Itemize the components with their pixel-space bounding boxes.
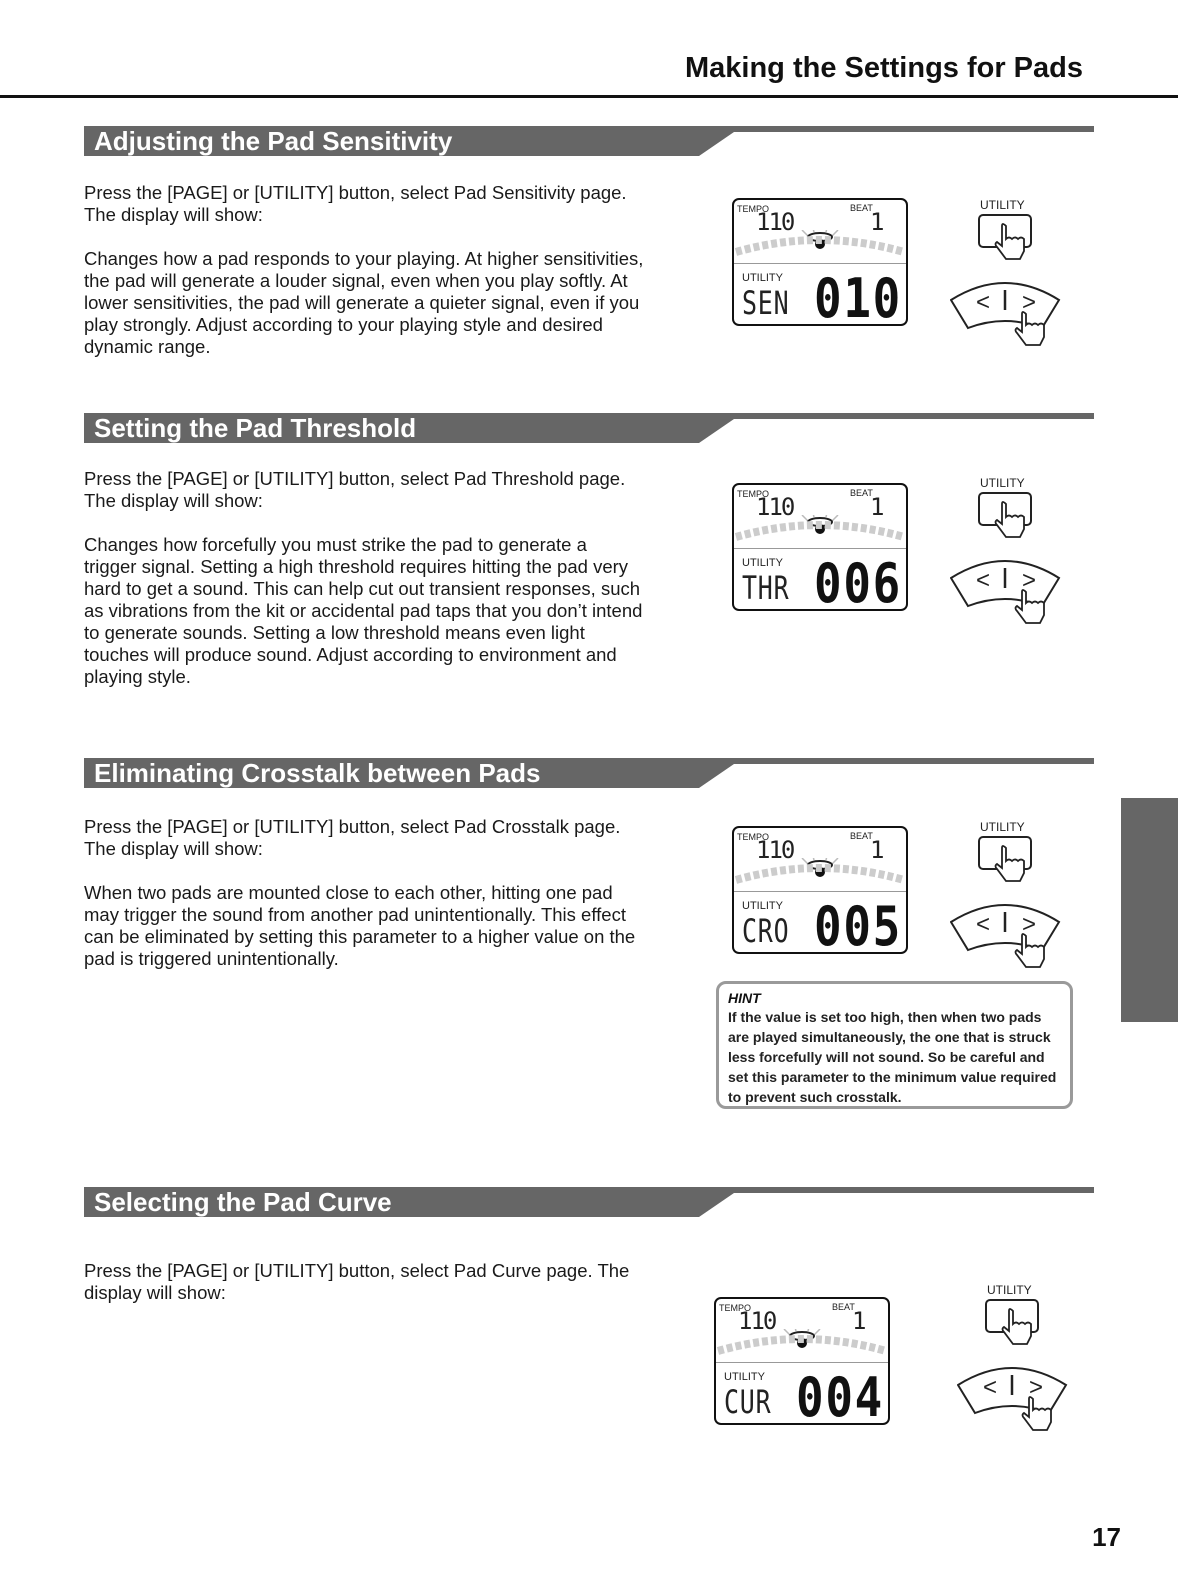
instruction-text: Press the [PAGE] or [UTILITY] button, select Pad Curve page. The display will show: xyxy=(84,1260,630,1303)
parameter-value: 006 xyxy=(814,552,903,615)
instruction-text: Press the [PAGE] or [UTILITY] button, select Pad Crosstalk page. The display will show: xyxy=(84,816,621,859)
beat-value: 1 xyxy=(870,493,885,521)
utility-button-icon xyxy=(950,476,1070,636)
utility-button-label: UTILITY xyxy=(987,1283,1032,1297)
utility-label: UTILITY xyxy=(742,557,783,569)
tempo-label: TEMPO xyxy=(719,1303,752,1313)
tempo-value: 110 xyxy=(756,208,794,236)
utility-label: UTILITY xyxy=(742,900,783,912)
utility-button-icon xyxy=(950,198,1070,358)
svg-text:>: > xyxy=(1022,911,1037,938)
section-heading-bar xyxy=(84,1187,1094,1219)
utility-label: UTILITY xyxy=(724,1371,765,1383)
section-body xyxy=(84,468,644,710)
header-rule xyxy=(0,95,1178,98)
beat-value: 1 xyxy=(870,836,885,864)
section-heading: Adjusting the Pad Sensitivity xyxy=(94,126,453,156)
tempo-value: 110 xyxy=(756,836,794,864)
section-heading: Eliminating Crosstalk between Pads xyxy=(94,758,541,788)
section-heading-bar xyxy=(84,413,1094,445)
utility-button-label: UTILITY xyxy=(980,476,1025,490)
lcd-divider xyxy=(734,548,906,549)
tempo-label: TEMPO xyxy=(737,832,770,842)
utility-control-illustration xyxy=(950,198,1070,358)
parameter-value: 005 xyxy=(814,895,903,958)
hint-title: HINT xyxy=(728,990,761,1006)
section-pad-curve xyxy=(84,1187,1094,1303)
instruction-text: Press the [PAGE] or [UTILITY] button, select Pad Threshold page. The display will show: xyxy=(84,468,626,511)
description-text: Changes how a pad responds to your playing. At higher sensitivities, the pad will generate a louder signal, even when you play softly. At lower sensitivities, the pad will generate a quieter signal, even if you play strongly. Adjust according to your playing style and desired dynamic range. xyxy=(84,248,644,357)
section-body xyxy=(84,816,644,992)
utility-button-icon xyxy=(950,820,1070,980)
parameter-code: CRO xyxy=(742,912,790,950)
tempo-value: 110 xyxy=(738,1307,776,1335)
utility-button-icon xyxy=(957,1283,1077,1443)
utility-control-illustration xyxy=(950,476,1070,636)
section-body xyxy=(84,182,644,380)
section-heading-bar xyxy=(84,126,1094,158)
page-title: Making the Settings for Pads xyxy=(685,52,1083,84)
lcd-divider xyxy=(734,263,906,264)
tempo-label: TEMPO xyxy=(737,489,770,499)
svg-text:>: > xyxy=(1029,1374,1044,1401)
svg-text:>: > xyxy=(1022,289,1037,316)
hint-box xyxy=(716,981,1073,1109)
beat-value: 1 xyxy=(852,1307,867,1335)
section-heading: Setting the Pad Threshold xyxy=(94,413,417,443)
lcd-divider xyxy=(716,1362,888,1363)
metronome-indicator-icon xyxy=(734,515,906,555)
page-number: 17 xyxy=(1092,1522,1121,1552)
utility-label: UTILITY xyxy=(742,272,783,284)
parameter-code: THR xyxy=(742,569,790,607)
parameter-value: 010 xyxy=(814,267,903,330)
section-heading-bar xyxy=(84,758,1094,790)
svg-text:<: < xyxy=(976,289,991,316)
lcd-display xyxy=(732,483,908,615)
lcd-divider xyxy=(734,891,906,892)
description-text: When two pads are mounted close to each other, hitting one pad may trigger the sound from another pad unintentionally. This effect can be eliminated by setting this parameter to a higher value on the pad is triggered unintentionally. xyxy=(84,882,636,969)
beat-value: 1 xyxy=(870,208,885,236)
utility-button-label: UTILITY xyxy=(980,198,1025,212)
tempo-value: 110 xyxy=(756,493,794,521)
utility-button-label: UTILITY xyxy=(980,820,1025,834)
beat-label: BEAT xyxy=(832,1302,855,1312)
svg-text:<: < xyxy=(976,911,991,938)
metronome-indicator-icon xyxy=(734,858,906,898)
metronome-indicator-icon xyxy=(716,1329,888,1369)
svg-text:>: > xyxy=(1022,567,1037,594)
parameter-value: 004 xyxy=(796,1366,885,1429)
utility-control-illustration xyxy=(950,820,1070,980)
parameter-code: CUR xyxy=(724,1383,772,1421)
svg-text:<: < xyxy=(976,567,991,594)
hint-text: If the value is set too high, then when two pads are played simultaneously, the one that is struck less forcefully will not sound. So be careful and set this parameter to the minimum value required to prevent such crosstalk. xyxy=(728,1009,1057,1105)
beat-label: BEAT xyxy=(850,488,873,498)
lcd-display xyxy=(732,826,908,958)
section-heading: Selecting the Pad Curve xyxy=(94,1187,392,1217)
lcd-display xyxy=(714,1297,890,1429)
beat-label: BEAT xyxy=(850,831,873,841)
description-text: Changes how forcefully you must strike the pad to generate a trigger signal. Setting a high threshold requires hitting the pad very hard to get a sound. This can help cut out transient responses, such as vibrations from the kit or accidental pad taps that you don’t intend to generate sounds. Setting a low threshold means even light touches will produce sound. Adjust according to environment and playing style. xyxy=(84,534,643,687)
section-body xyxy=(84,1260,644,1326)
utility-control-illustration xyxy=(957,1283,1077,1443)
beat-label: BEAT xyxy=(850,203,873,213)
instruction-text: Press the [PAGE] or [UTILITY] button, select Pad Sensitivity page. The display will show: xyxy=(84,182,627,225)
tempo-label: TEMPO xyxy=(737,204,770,214)
parameter-code: SEN xyxy=(742,284,790,322)
svg-text:<: < xyxy=(983,1374,998,1401)
metronome-indicator-icon xyxy=(734,230,906,270)
lcd-display xyxy=(732,198,908,330)
chapter-side-tab xyxy=(1121,798,1178,1022)
